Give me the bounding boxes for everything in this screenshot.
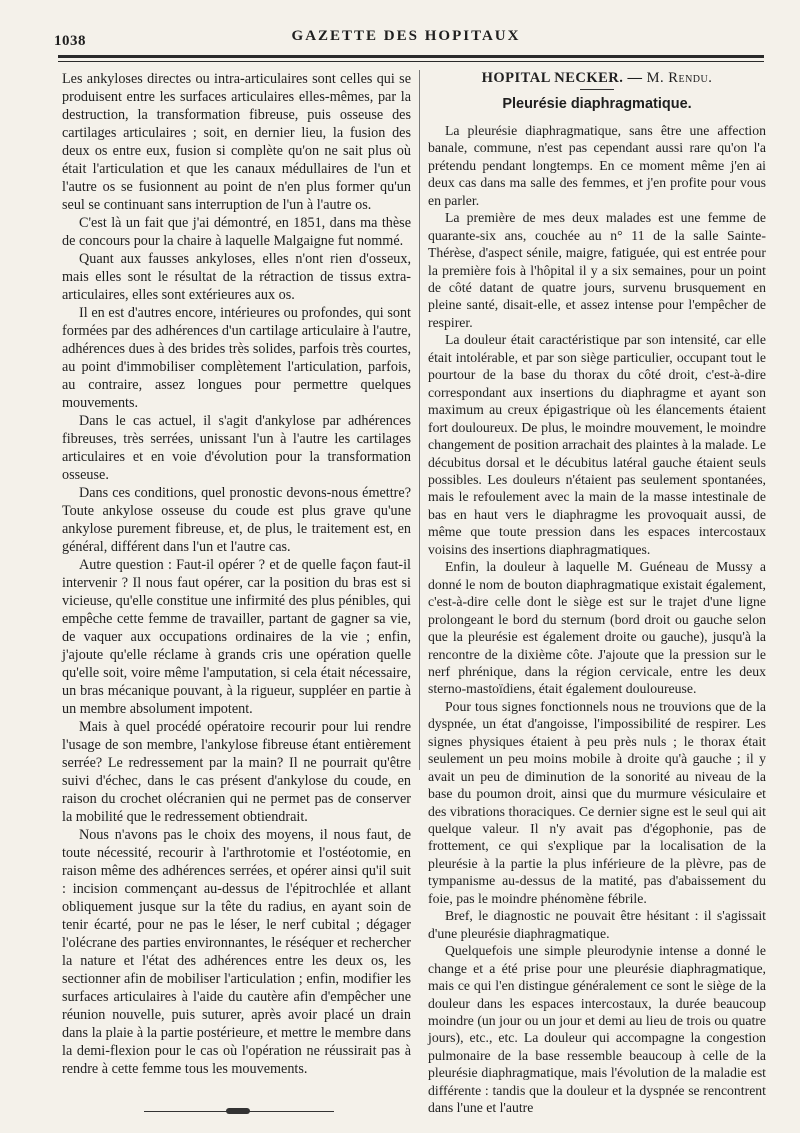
paragraph: Nous n'avons pas le choix des moyens, il nous faut, de toute nécessité, recourir à l'arthrotomie et l'ostéotomie, en raison même des adhérences serrées, et opérer ainsi qu'il suit : incision commençant au-dessus de l'épitrochlée et allant obliquement jusque sur la tête du radius, en ayant soin de tenir écarté, pour ne pas le léser, le nerf cubital ; dégager l'olécrane des parties environnantes, le réséquer et rechercher la nature et l'état des adhérences entre les deux os, les sectionner afin de mobiliser l'articulation ; enfin, modifier les surfaces articulaires à l'aide du cautère afin d'empêcher une réunion nouvelle, puis suturer, après avoir placé un drain dans la plaie à la partie postérieure, et mettre le membre dans la demi-flexion pour le cas où l'opération ne réussirait pas à rendre à cette femme tous les mouvements. <box>62 827 411 1077</box>
right-column <box>428 70 766 1117</box>
left-column <box>62 70 411 1114</box>
article-title: Pleurésie diaphragmatique. <box>502 96 692 113</box>
page-header <box>50 26 762 50</box>
header-rule-thick <box>58 55 764 58</box>
section-heading <box>428 70 766 87</box>
heading-rule <box>580 89 614 90</box>
paragraph: Bref, le diagnostic ne pouvait être hésitant : il s'agissait d'une pleurésie diaphragmatique. <box>428 908 766 941</box>
paragraph: La pleurésie diaphragmatique, sans être une affection banale, commune, n'est pas cependant aussi rare qu'on l'a prétendu pendant longtemps. En ce moment même j'en ai deux cas dans ma salle des femmes, et j'en profite pour vous en parler. <box>428 122 766 208</box>
paragraph: Dans ces conditions, quel pronostic devons-nous émettre? Toute ankylose osseuse du coude est plus grave qu'une ankylose purement fibreuse, et, de plus, le traitement est, en général, différent dans l'un et l'autre cas. <box>62 485 411 555</box>
header-rule-thin <box>58 61 764 62</box>
column-divider <box>419 70 420 770</box>
paragraph: Mais à quel procédé opératoire recourir pour lui rendre l'usage de son membre, l'ankylose fibreuse étant entièrement serrée? Le redressement par la main? Il ne pourrait qu'être suivi d'échec, dans le cas présent d'ankylose du coude, en raison du crochet olécranien qui ne permet pas de conserver la mobilité que le redressement obtiendrait. <box>62 719 411 825</box>
paragraph: La première de mes deux malades est une femme de quarante-six ans, couchée au n° 11 de la salle Sainte-Thérèse, d'aspect sénile, maigre, fatiguée, qui est entrée pour la première fois à l'hôpital il y a six semaines, pour un point de côté datant de quatre jours, survenu brusquement en pleine santé, disait-elle, et assez intense pour l'empêcher de respirer. <box>428 210 766 330</box>
author-name: M. Rendu. <box>646 70 713 86</box>
paragraph: Les ankyloses directes ou intra-articulaires sont celles qui se produisent entre les surfaces articulaires elles-mêmes, par la destruction, la transformation fibreuse, puis osseuse des cartilages articulaires ; soit, en dernier lieu, la fusion des deux os entre eux, fusion si complète qu'on ne sait plus où était l'articulation et que les canaux médullaires de l'un et l'autre os se fusionnent au point de n'en plus former qu'un seul se continuant sans interruption de l'un à l'autre os. <box>62 71 411 213</box>
paragraph: Enfin, la douleur à laquelle M. Guéneau de Mussy a donné le nom de bouton diaphragmatique existait également, c'est-à-dire celle dont le siège est sur le trajet d'une ligne prolongeant le bord du sternum (bord droit ou gauche selon que la pleurésie est également droite ou gauche), jusqu'à la rencontre de la dixième côte. J'ajoute que la pression sur le nerf phrénique, dans la région cervicale, entre les deux sterno-mastoïdiens, était également douloureuse. <box>428 559 766 697</box>
end-ornament <box>144 1108 334 1114</box>
paragraph: Pour tous signes fonctionnels nous ne trouvions que de la dyspnée, un état d'angoisse, l'impossibilité de respirer. Les signes physiques étaient à peu près nuls ; le thorax était seulement un peu moins mobile à droite qu'à gauche ; il y avait un peu de diminution de la sonorité au niveau de la base du poumon droit, ainsi que du murmure vésiculaire et des vibrations thoraciques. Ce dernier signe est le seul qui ait quelque valeur. Il n'y avait pas d'égophonie, pas de frottement, ce qui s'explique par la localisation de la pleurésie à la partie la plus inférieure de la plèvre, pas de tympanisme au-dessus de la matité, pas d'abaissement du foie, pas le moindre phénomène fébrile. <box>428 698 766 906</box>
journal-title: GAZETTE DES HOPITAUX <box>291 28 521 44</box>
paragraph: Dans le cas actuel, il s'agit d'ankylose par adhérences fibreuses, très serrées, unissant l'un à l'autre les cartilages articulaires et en voie d'évolution pour la transformation osseuse. <box>62 413 411 483</box>
paragraph: Autre question : Faut-il opérer ? et de quelle façon faut-il intervenir ? Il nous faut opérer, car la position du bras est si vicieuse, qu'elle constitue une infirmité des plus pénibles, qui empêche cette femme de travailler, partant de gagner sa vie, de vaquer aux occupations ordinaires de la vie ; enfin, j'ajoute qu'elle réclame à grands cris une opération quelle qu'elle soit, voire même l'amputation, si cela était nécessaire, un bras mécanique pouvant, à la rigueur, suppléer en partie à un membre absolument impotent. <box>62 557 411 717</box>
hospital-name: HOPITAL NECKER. <box>481 70 624 86</box>
heading-dash: — <box>627 70 643 86</box>
page-number: 1038 <box>54 33 86 49</box>
paragraph: Quelquefois une simple pleurodynie intense a donné le change et a été prise pour une pleurésie diaphragmatique, mais ce qui l'en distingue généralement ce sont le siège de la douleur dans les espaces intercostaux, la durée beaucoup moindre (un jour ou un jour et demi au lieu de trois ou quatre jours), etc., etc. La douleur qui accompagne la congestion pulmonaire de la base ressemble beaucoup à celle de la pleurésie diaphragmatique, mais l'évolution de la maladie est différente : tandis que la douleur et la dyspnée se rencontrent dans l'une et l'autre <box>428 943 766 1116</box>
paragraph: La douleur était caractéristique par son intensité, car elle était intolérable, et par son siège particulier, occupant tout le pourtour de la base du thorax du côté droit, c'est-à-dire correspondant aux insertions du diaphragme et ayant son maximum au creux épigastrique où les élancements étaient fort douloureux. De plus, le moindre mouvement, le moindre changement de position arrachait des plaintes à la malade. Le décubitus dorsal et le décubitus latéral gauche étaient seuls possibles. Les douleurs n'étaient pas seulement spontanées, mais le refoulement avec la main de la masse intestinale de bas en haut vers le diaphragme les provoquait aussi, de même que toute pression dans les espaces intercostaux voisins des insertions diaphragmatiques. <box>428 332 766 557</box>
paragraph: Quant aux fausses ankyloses, elles n'ont rien d'osseux, mais elles sont le résultat de la rétraction de tissus extra-articulaires, elles sont extérieures aux os. <box>62 251 411 303</box>
paragraph: Il en est d'autres encore, intérieures ou profondes, qui sont formées par des adhérences d'un cartilage articulaire à l'autre, adhérences dues à des brides très solides, parfois très courtes, au point d'immobiliser complètement l'articulation, parfois, au contraire, assez longues pour permettre quelques mouvements. <box>62 305 411 411</box>
paragraph: C'est là un fait que j'ai démontré, en 1851, dans ma thèse de concours pour la chaire à laquelle Malgaigne fut nommé. <box>62 215 411 249</box>
